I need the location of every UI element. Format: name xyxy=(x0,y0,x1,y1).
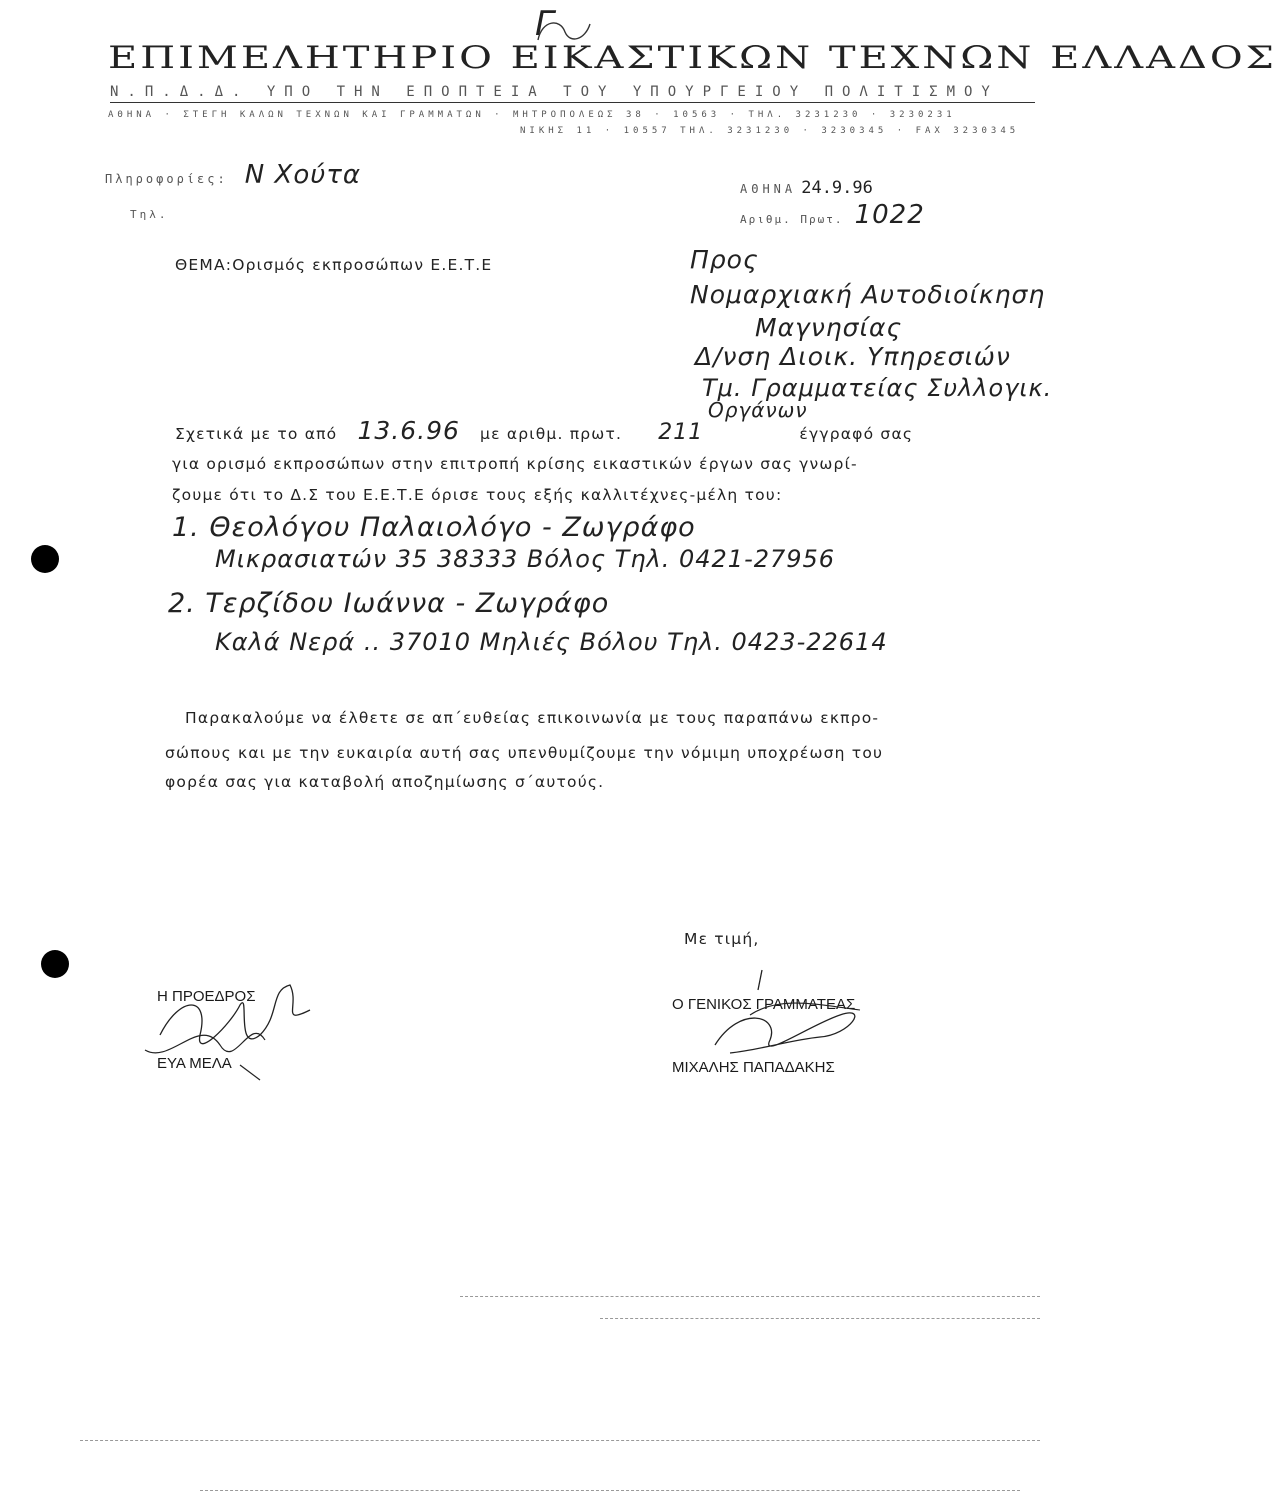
scan-artifact-line xyxy=(460,1296,1040,1297)
date-value: 24.9.96 xyxy=(801,178,873,198)
protocol-block xyxy=(740,200,925,230)
right-handwritten-signature xyxy=(700,965,900,1065)
date-label: ΑΘΗΝΑ xyxy=(740,182,797,196)
salutation: Με τιμή, xyxy=(684,930,760,948)
recipient-line-6: Οργάνων xyxy=(708,398,808,422)
letterhead-address-line-1: ΑΘΗΝΑ · ΣΤΕΓΗ ΚΑΛΩΝ ΤΕΧΝΩΝ ΚΑΙ ΓΡΑΜΜΑΤΩΝ · ΜΗΤΡΟΠΟΛΕΩΣ 38 · 10563 · ΤΗΛ. 3231230 · 3230231 xyxy=(108,110,956,120)
member-2-name: 2. Τερζίδου Ιωάννα - Ζωγράφο xyxy=(168,588,610,619)
phone-label: Τηλ. xyxy=(130,208,169,221)
body-line-1-prefix: Σχετικά με το από xyxy=(175,425,338,443)
body-line-1-middle: με αριθμ. πρωτ. xyxy=(480,425,623,443)
letterhead-address-line-2: ΝΙΚΗΣ 11 · 10557 ΤΗΛ. 3231230 · 3230345 · FAX 3230345 xyxy=(520,126,1020,136)
right-signer-name: ΜΙΧΑΛΗΣ ΠΑΠΑΔΑΚΗΣ xyxy=(672,1059,835,1076)
recipient-line-2: Νομαρχιακή Αυτοδιοίκηση xyxy=(690,280,1046,309)
scan-artifact-line xyxy=(200,1490,1020,1491)
protocol-label: Αριθμ. Πρωτ. xyxy=(740,213,844,226)
right-signer-title: Ο ΓΕΝΙΚΟΣ ΓΡΑΜΜΑΤΕΑΣ xyxy=(672,996,856,1013)
body-line-2: για ορισμό εκπροσώπων στην επιτροπή κρίσης εικαστικών έργων σας γνωρί- xyxy=(172,455,858,473)
organization-name: ΕΠΙΜΕΛΗΤΗΡΙΟ ΕΙΚΑΣΤΙΚΩΝ ΤΕΧΝΩΝ ΕΛΛΑΔΟΣ xyxy=(108,40,1277,76)
punch-hole-top xyxy=(31,545,59,573)
recipient-line-1: Προς xyxy=(690,245,759,274)
organization-legal-status: Ν.Π.Δ.Δ. ΥΠΟ ΤΗΝ ΕΠΟΠΤΕΙΑ ΤΟΥ ΥΠΟΥΡΓΕΙΟΥ ΠΟΛΙΤΙΣΜΟΥ xyxy=(110,84,999,100)
closing-line-2: σώπους και με την ευκαιρία αυτή σας υπενθυμίζουμε την νόμιμη υποχρέωση του xyxy=(165,744,884,762)
recipient-line-3: Μαγνησίας xyxy=(755,313,903,342)
left-signer-name: ΕΥΑ ΜΕΛΑ xyxy=(157,1055,232,1072)
subject-line: ΘΕΜΑ:Ορισμός εκπροσώπων Ε.Ε.Τ.Ε xyxy=(175,256,493,274)
body-line-1-suffix: έγγραφό σας xyxy=(799,425,914,443)
member-1-address: Μικρασιατών 35 38333 Βόλος Τηλ. 0421-27956 xyxy=(215,545,836,573)
punch-hole-bottom xyxy=(41,950,69,978)
scan-artifact-line xyxy=(600,1318,1040,1319)
protocol-value: 1022 xyxy=(854,200,925,230)
date-block xyxy=(740,178,873,198)
closing-line-3: φορέα σας για καταβολή αποζημίωσης σ΄αυτούς. xyxy=(165,773,605,791)
recipient-line-5: Τμ. Γραμματείας Συλλογικ. xyxy=(702,374,1053,402)
letterhead-rule xyxy=(110,102,1035,103)
handwritten-initial-mark: Γ xyxy=(535,4,555,44)
body-line-1 xyxy=(175,416,913,445)
member-1-name: 1. Θεολόγου Παλαιολόγο - Ζωγράφο xyxy=(172,512,696,543)
info-block xyxy=(105,160,361,190)
member-2-address: Καλά Νερά .. 37010 Μηλιές Βόλου Τηλ. 0423-22614 xyxy=(215,628,888,656)
info-label: Πληροφορίες: xyxy=(105,172,228,186)
body-line-3: ζουμε ότι το Δ.Σ του Ε.Ε.Τ.Ε όρισε τους εξής καλλιτέχνες-μέλη του: xyxy=(172,486,783,504)
left-signer-title: Η ΠΡΟΕΔΡΟΣ xyxy=(157,988,256,1005)
left-handwritten-signature xyxy=(140,975,320,1085)
reference-date: 13.6.96 xyxy=(357,416,460,445)
reference-number: 211 xyxy=(658,420,704,445)
recipient-line-4: Δ/νση Διοικ. Υπηρεσιών xyxy=(695,342,1011,371)
scan-artifact-line xyxy=(80,1440,1040,1441)
info-name: Ν Χούτα xyxy=(244,160,362,190)
closing-line-1: Παρακαλούμε να έλθετε σε απ΄ευθείας επικοινωνία με τους παραπάνω εκπρο- xyxy=(185,709,880,727)
